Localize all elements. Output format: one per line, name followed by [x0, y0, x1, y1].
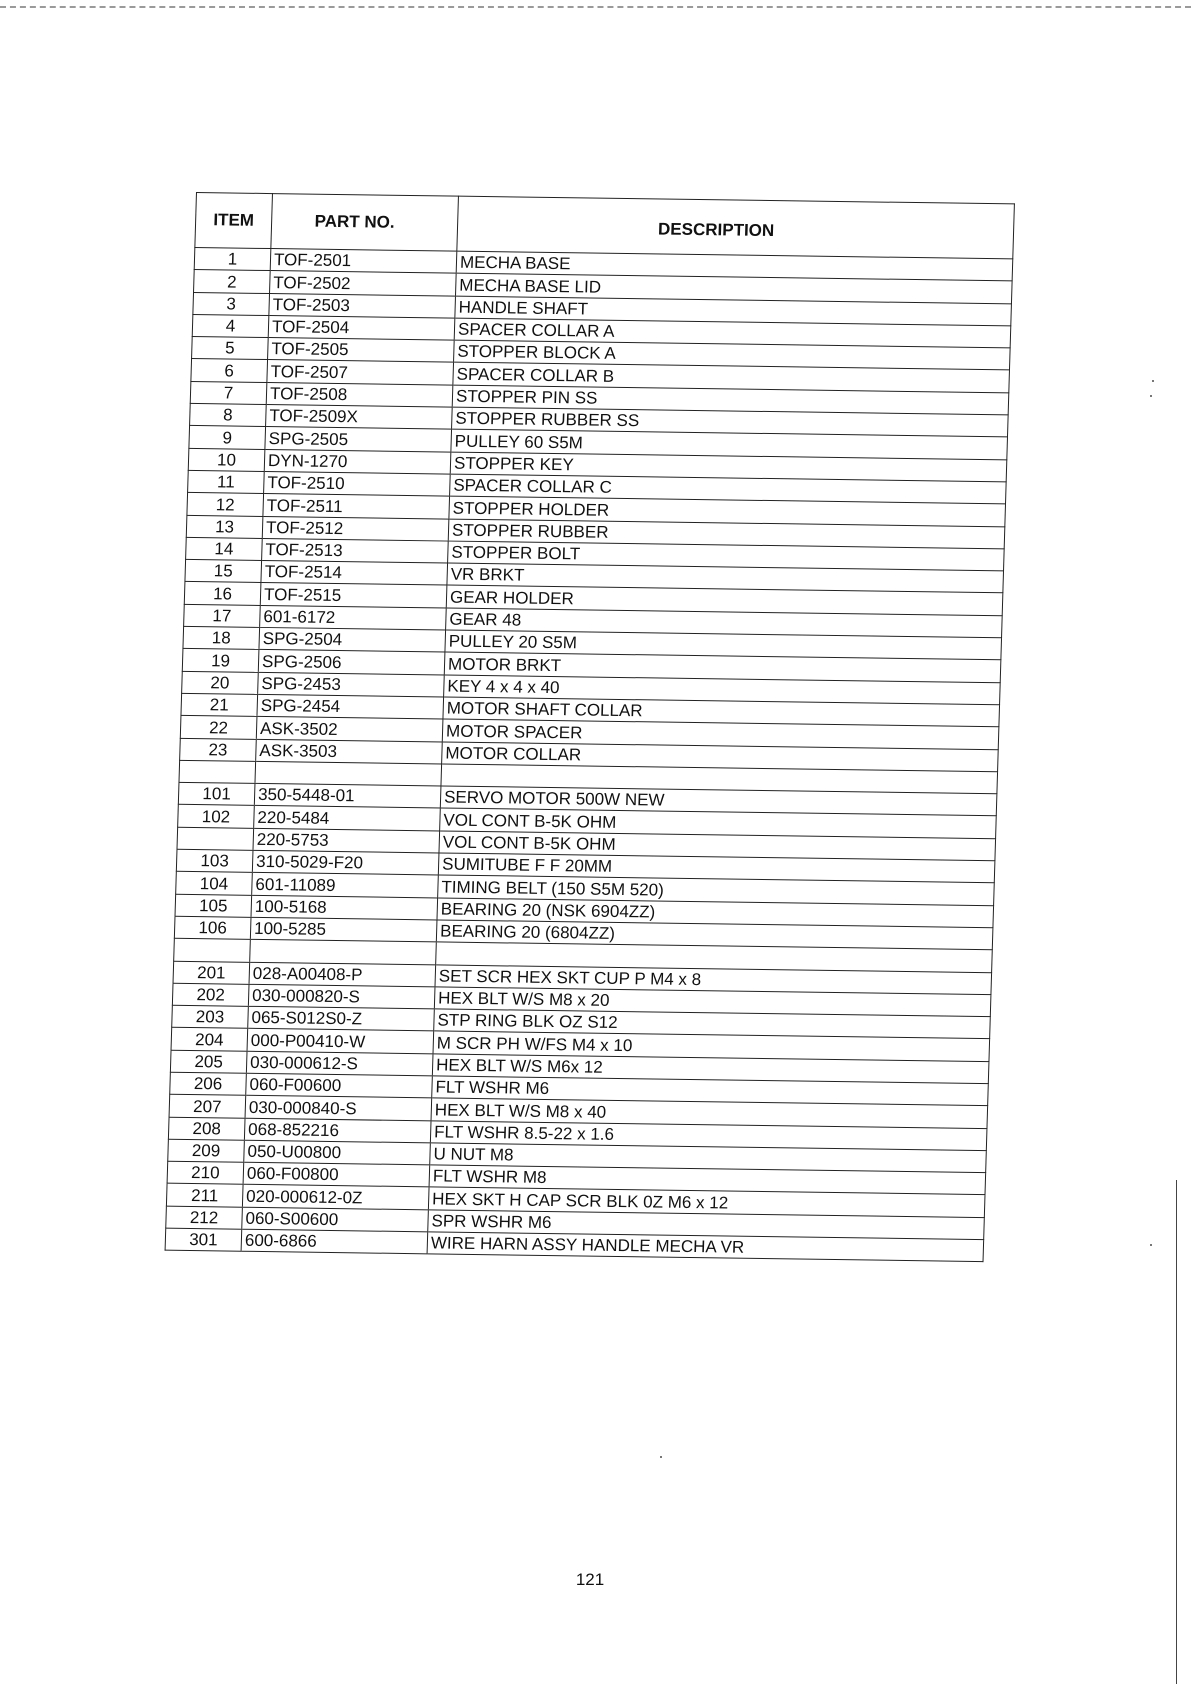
description-cell: PULLEY 20 S5M — [445, 630, 1002, 660]
description-cell: VR BRKT — [447, 563, 1004, 593]
right-scan-edge — [1176, 1180, 1177, 1684]
item-cell: 3 — [193, 292, 270, 315]
description-cell: M SCR PH W/FS M4 x 10 — [433, 1031, 990, 1061]
item-cell: 206 — [170, 1072, 247, 1095]
item-cell: 205 — [170, 1050, 247, 1073]
item-cell: 17 — [184, 604, 261, 627]
item-cell: 22 — [180, 716, 257, 739]
item-cell: 6 — [191, 359, 268, 382]
part-no-cell: 220-5484 — [254, 806, 441, 831]
part-no-cell — [250, 940, 437, 965]
item-cell — [177, 827, 254, 850]
part-no-cell: SPG-2505 — [265, 427, 452, 452]
part-no-cell: 310-5029-F20 — [252, 850, 439, 875]
item-cell: 21 — [181, 693, 258, 716]
part-no-cell: TOF-2507 — [267, 360, 454, 385]
part-no-cell: TOF-2503 — [269, 293, 456, 318]
item-cell: 13 — [186, 515, 263, 538]
item-cell: 2 — [194, 270, 271, 293]
item-cell: 211 — [166, 1184, 243, 1207]
part-no-cell: 601-11089 — [252, 873, 439, 898]
item-cell: 1 — [194, 247, 271, 270]
item-cell — [179, 760, 256, 783]
scan-speck — [1152, 380, 1154, 382]
description-cell: STOPPER HOLDER — [449, 496, 1006, 526]
item-cell: 301 — [165, 1228, 242, 1251]
item-cell: 20 — [182, 671, 259, 694]
description-cell: FLT WSHR 8.5-22 x 1.6 — [430, 1120, 987, 1150]
description-cell: SPACER COLLAR C — [450, 474, 1007, 504]
scan-speck — [1150, 1244, 1152, 1246]
part-no-cell: 100-5168 — [251, 895, 438, 920]
item-cell: 18 — [183, 626, 260, 649]
description-cell: GEAR 48 — [446, 608, 1003, 638]
part-no-cell: 220-5753 — [253, 828, 440, 853]
item-cell: 10 — [188, 448, 265, 471]
item-cell: 209 — [168, 1139, 245, 1162]
part-no-cell: TOF-2504 — [268, 315, 455, 340]
part-no-cell: 060-F00600 — [246, 1073, 433, 1098]
item-cell: 103 — [176, 849, 253, 872]
description-cell: SPACER COLLAR B — [453, 363, 1010, 393]
part-no-cell: TOF-2515 — [260, 583, 447, 608]
part-no-cell: 030-000612-S — [246, 1051, 433, 1076]
item-cell: 203 — [172, 1005, 249, 1028]
description-cell: STOPPER KEY — [450, 452, 1007, 482]
part-no-cell: 028-A00408-P — [249, 962, 436, 987]
part-no-cell: TOF-2501 — [270, 249, 457, 274]
part-no-cell: TOF-2513 — [262, 538, 449, 563]
page-number: 121 — [575, 1570, 605, 1589]
description-cell: STOPPER RUBBER SS — [452, 407, 1009, 437]
description-cell: SPR WSHR M6 — [428, 1210, 985, 1240]
part-no-cell: TOF-2510 — [264, 471, 451, 496]
column-header-item: ITEM — [195, 193, 273, 249]
item-cell: 14 — [186, 537, 263, 560]
top-scan-rule — [0, 6, 1191, 8]
item-cell: 4 — [192, 314, 269, 337]
description-cell: GEAR HOLDER — [446, 585, 1003, 615]
part-no-cell: 020-000612-0Z — [242, 1185, 429, 1210]
part-no-cell: SPG-2454 — [257, 694, 444, 719]
part-no-cell: 065-S012S0-Z — [248, 1006, 435, 1031]
item-cell: 104 — [176, 872, 253, 895]
item-cell — [174, 938, 251, 961]
item-cell: 204 — [171, 1028, 248, 1051]
description-cell: HEX BLT W/S M8 x 40 — [431, 1098, 988, 1128]
description-cell: STOPPER PIN SS — [452, 385, 1009, 415]
item-cell: 207 — [169, 1095, 246, 1118]
item-cell: 106 — [174, 916, 251, 939]
description-cell: FLT WSHR M6 — [432, 1076, 989, 1106]
description-cell: FLT WSHR M8 — [429, 1165, 986, 1195]
description-cell: MECHA BASE — [456, 251, 1013, 281]
description-cell: MOTOR SPACER — [442, 719, 999, 749]
column-header-part-no: PART NO. — [271, 194, 459, 252]
description-cell: STP RING BLK OZ S12 — [434, 1009, 991, 1039]
description-cell: U NUT M8 — [430, 1143, 987, 1173]
description-cell: SERVO MOTOR 500W NEW — [440, 786, 997, 816]
description-cell: PULLEY 60 S5M — [451, 429, 1008, 459]
description-cell: VOL CONT B-5K OHM — [440, 808, 997, 838]
description-cell: STOPPER RUBBER — [448, 519, 1005, 549]
item-cell: 9 — [189, 426, 266, 449]
scan-speck — [1150, 395, 1152, 397]
item-cell: 16 — [184, 582, 261, 605]
part-no-cell: TOF-2502 — [270, 271, 457, 296]
description-cell: HEX SKT H CAP SCR BLK 0Z M6 x 12 — [428, 1187, 985, 1217]
item-cell: 15 — [185, 560, 262, 583]
part-no-cell: 030-000840-S — [245, 1096, 432, 1121]
part-no-cell: 350-5448-01 — [254, 784, 441, 809]
description-cell: BEARING 20 (6804ZZ) — [436, 920, 993, 950]
description-cell: HEX BLT W/S M6x 12 — [432, 1054, 989, 1084]
item-cell: 11 — [188, 470, 265, 493]
part-no-cell: 060-F00800 — [243, 1162, 430, 1187]
item-cell: 210 — [167, 1161, 244, 1184]
item-cell: 101 — [178, 782, 255, 805]
description-cell: STOPPER BLOCK A — [454, 340, 1011, 370]
part-no-cell: SPG-2453 — [258, 672, 445, 697]
part-no-cell: SPG-2506 — [258, 650, 445, 675]
item-cell: 8 — [190, 404, 267, 427]
description-cell: SPACER COLLAR A — [454, 318, 1011, 348]
description-cell: HEX BLT W/S M8 x 20 — [434, 987, 991, 1017]
part-no-cell: 100-5285 — [250, 917, 437, 942]
column-header-description: DESCRIPTION — [457, 196, 1015, 259]
item-cell: 23 — [180, 738, 257, 761]
description-cell: TIMING BELT (150 S5M 520) — [438, 875, 995, 905]
part-no-cell: ASK-3502 — [256, 717, 443, 742]
part-no-cell: 068-852216 — [244, 1118, 431, 1143]
part-no-cell: ASK-3503 — [256, 739, 443, 764]
description-cell: BEARING 20 (NSK 6904ZZ) — [437, 898, 994, 928]
item-cell: 105 — [175, 894, 252, 917]
part-no-cell: TOF-2509X — [266, 405, 453, 430]
description-cell: VOL CONT B-5K OHM — [439, 831, 996, 861]
description-cell: STOPPER BOLT — [448, 541, 1005, 571]
part-no-cell: TOF-2512 — [262, 516, 449, 541]
description-cell: WIRE HARN ASSY HANDLE MECHA VR — [427, 1232, 984, 1262]
item-cell: 5 — [192, 337, 269, 360]
part-no-cell: 060-S00600 — [242, 1207, 429, 1232]
part-no-cell: TOF-2505 — [268, 338, 455, 363]
description-cell: MECHA BASE LID — [456, 273, 1013, 303]
part-no-cell: 050-U00800 — [244, 1140, 431, 1165]
item-cell: 102 — [178, 805, 255, 828]
part-no-cell: 600-6866 — [241, 1229, 428, 1254]
part-no-cell: 601-6172 — [260, 605, 447, 630]
item-cell: 19 — [182, 649, 259, 672]
item-cell: 212 — [166, 1206, 243, 1229]
description-cell: MOTOR BRKT — [444, 652, 1001, 682]
part-no-cell: SPG-2504 — [259, 627, 446, 652]
item-cell: 201 — [173, 961, 250, 984]
item-cell: 202 — [172, 983, 249, 1006]
part-no-cell: TOF-2514 — [261, 561, 448, 586]
description-cell: KEY 4 x 4 x 40 — [444, 675, 1001, 705]
description-cell: MOTOR SHAFT COLLAR — [443, 697, 1000, 727]
description-cell: SUMITUBE F F 20MM — [438, 853, 995, 883]
description-cell: HANDLE SHAFT — [455, 296, 1012, 326]
item-cell: 12 — [187, 493, 264, 516]
part-no-cell: TOF-2511 — [263, 494, 450, 519]
description-cell: SET SCR HEX SKT CUP P M4 x 8 — [435, 964, 992, 994]
part-no-cell: 000-P00410-W — [247, 1029, 434, 1054]
item-cell: 7 — [190, 381, 267, 404]
part-no-cell: TOF-2508 — [266, 382, 453, 407]
item-cell: 208 — [168, 1117, 245, 1140]
parts-list-table — [165, 192, 1015, 1262]
scan-speck — [660, 1456, 662, 1458]
part-no-cell — [255, 761, 442, 786]
description-cell: MOTOR COLLAR — [442, 742, 999, 772]
part-no-cell: DYN-1270 — [264, 449, 451, 474]
parts-table-body — [165, 247, 1013, 1261]
part-no-cell: 030-000820-S — [248, 984, 435, 1009]
